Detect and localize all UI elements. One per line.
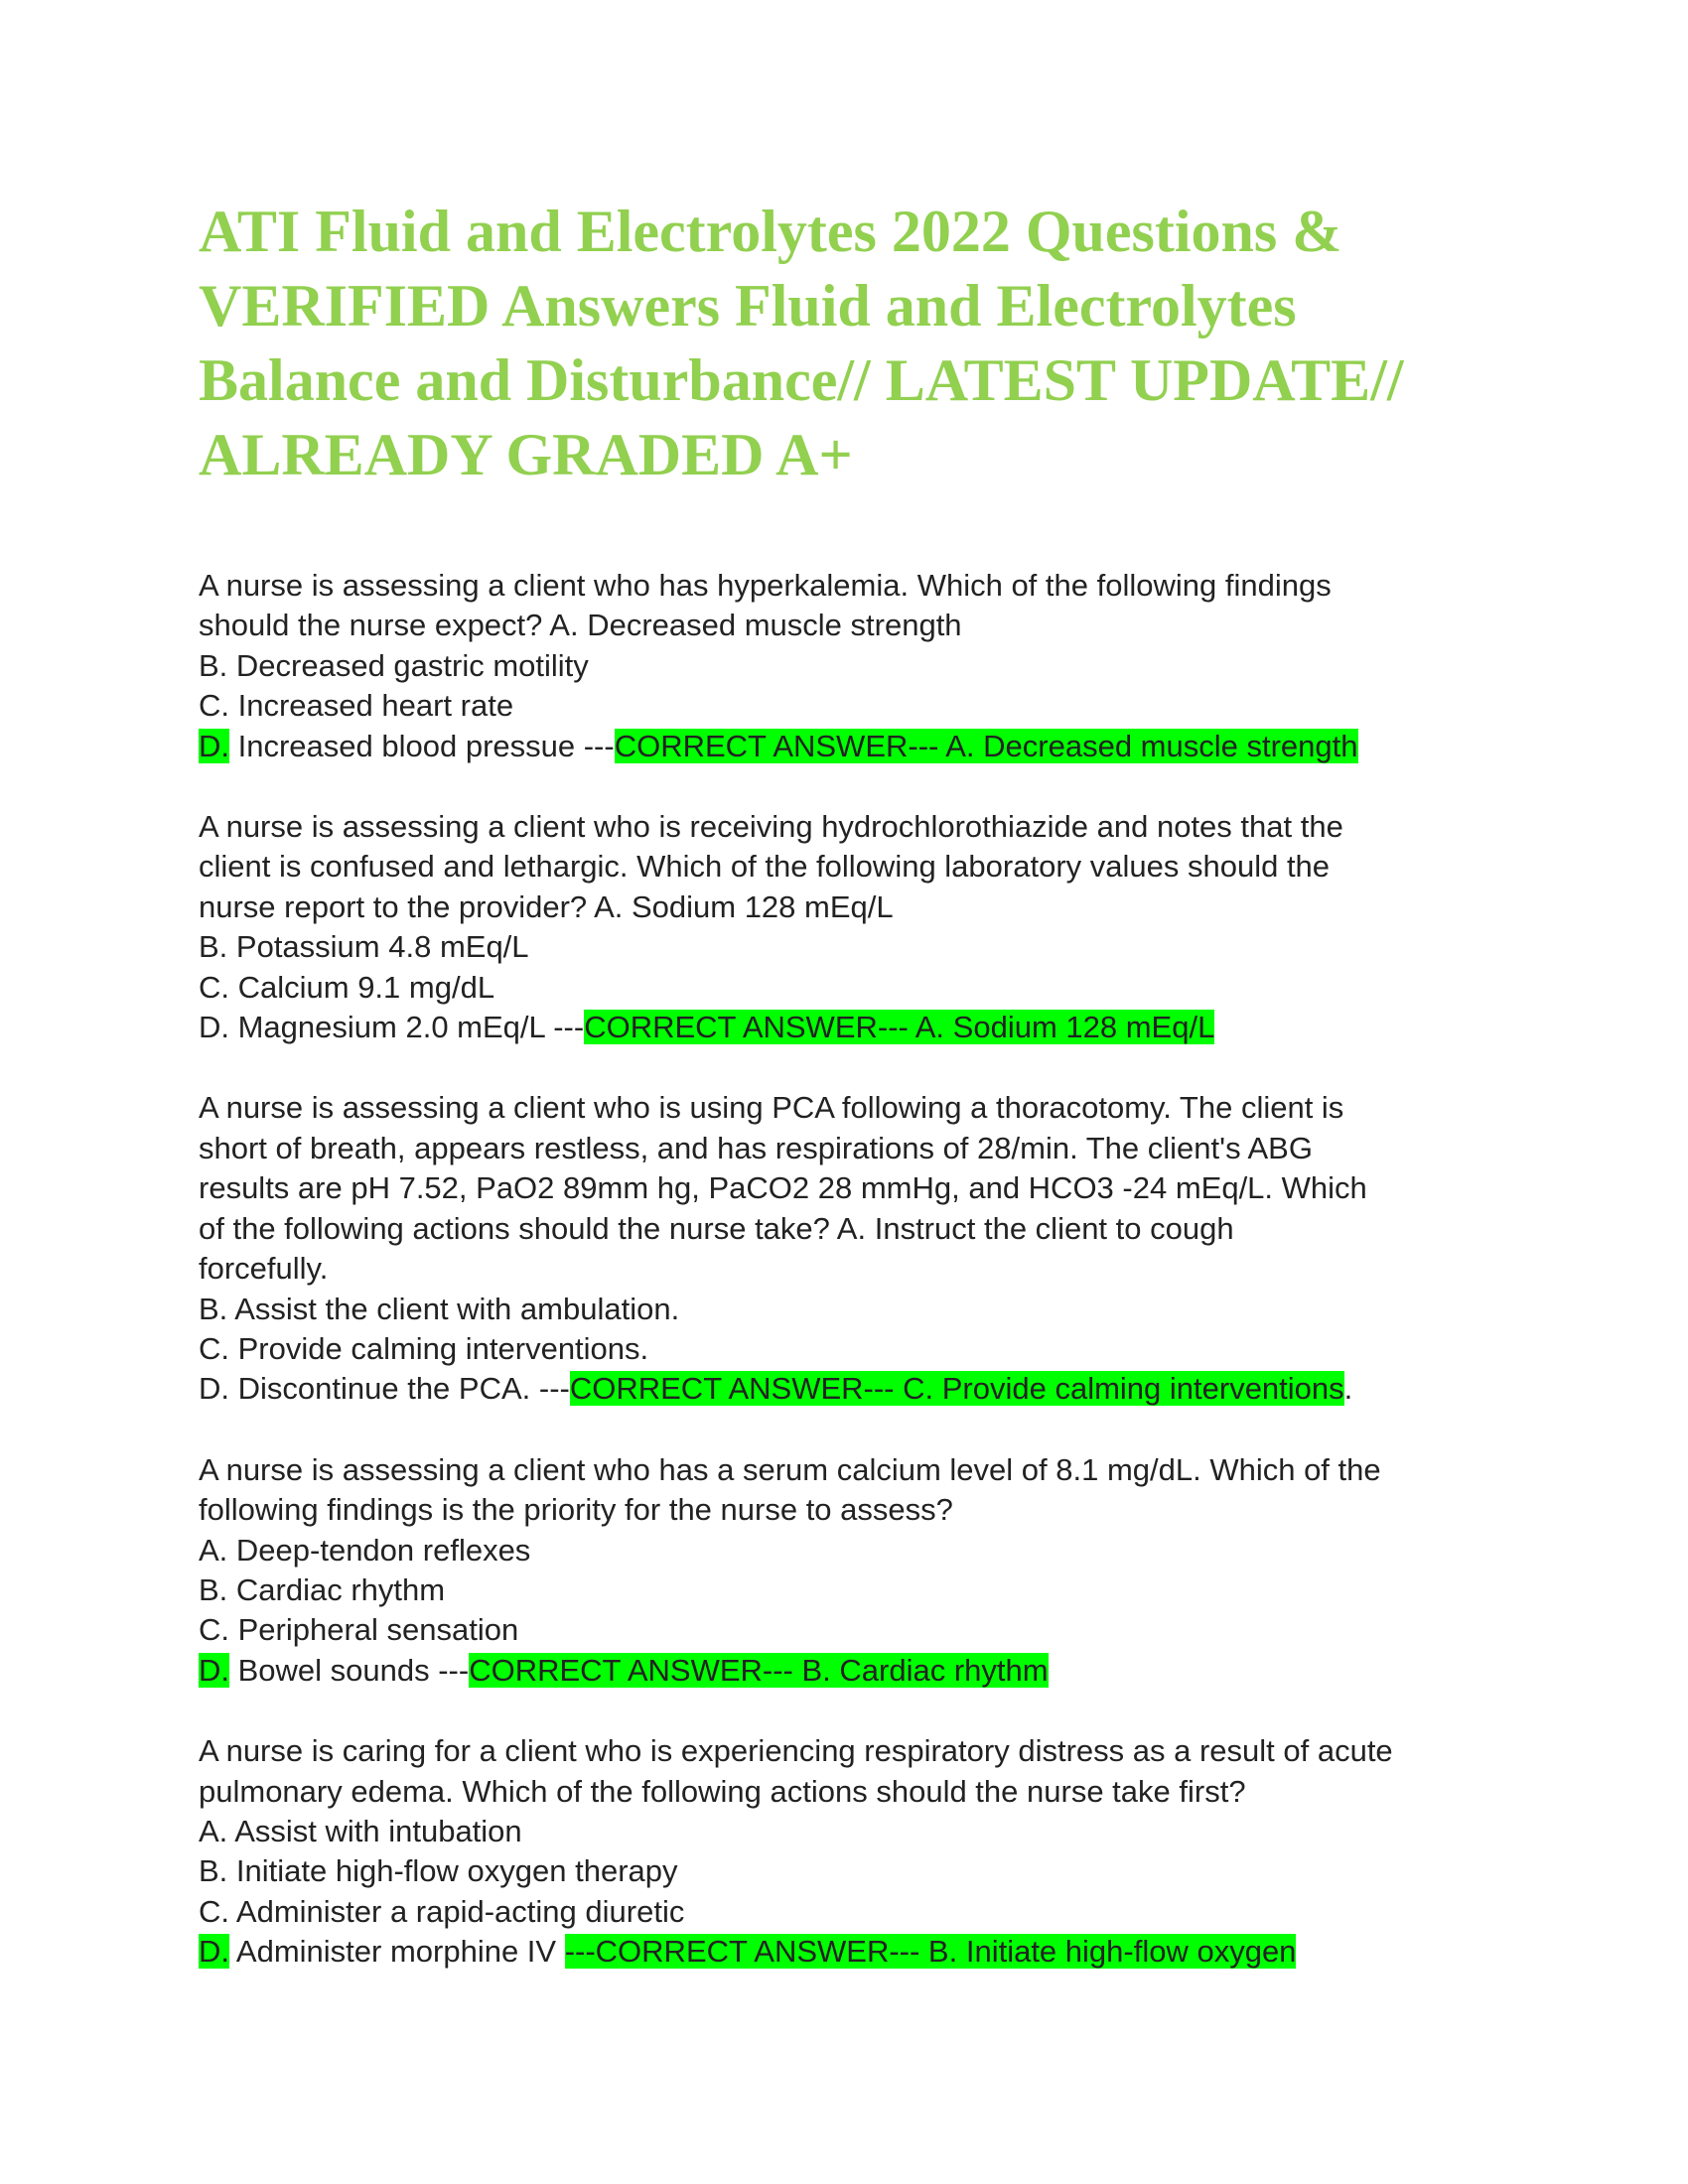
question-block-1: [199, 566, 1509, 766]
answer-option: A. Assist with intubation: [199, 1813, 522, 1848]
question-block-3: [199, 1088, 1509, 1409]
title-line: ALREADY GRADED A+: [199, 422, 853, 487]
correct-answer-highlight: CORRECT ANSWER--- B. Cardiac rhythm: [469, 1652, 1049, 1688]
question-block-2: [199, 807, 1509, 1047]
option-label-highlight: D.: [199, 1934, 229, 1970]
question-text: of the following actions should the nurse take? A. Instruct the client to cough: [199, 1210, 1234, 1246]
correct-answer-highlight: CORRECT ANSWER--- C. Provide calming interventions: [569, 1371, 1344, 1407]
correct-answer-highlight: ---CORRECT ANSWER--- B. Initiate high-flow oxygen: [564, 1934, 1297, 1970]
question-block-4: [199, 1450, 1509, 1691]
option-text: Administer morphine IV: [229, 1934, 565, 1970]
title-line: ATI Fluid and Electrolytes 2022 Questions &: [199, 199, 1342, 264]
document-page: [199, 195, 1509, 2013]
answer-option: C. Peripheral sensation: [199, 1612, 519, 1648]
option-text: Bowel sounds ---: [229, 1652, 470, 1688]
answer-option: C. Increased heart rate: [199, 688, 514, 724]
question-text: A nurse is assessing a client who has a serum calcium level of 8.1 mg/dL. Which of the: [199, 1451, 1381, 1487]
option-text: D. Discontinue the PCA. ---: [199, 1371, 570, 1407]
correct-answer-highlight: CORRECT ANSWER--- A. Decreased muscle strength: [614, 728, 1358, 763]
answer-option: B. Cardiac rhythm: [199, 1571, 446, 1607]
answer-option-with-key: [199, 1008, 1509, 1047]
answer-option-with-key: [199, 1651, 1509, 1691]
answer-option-with-key: [199, 727, 1509, 766]
answer-option: C. Administer a rapid-acting diuretic: [199, 1893, 685, 1929]
answer-option-with-key: [199, 1369, 1509, 1409]
question-text: forcefully.: [199, 1251, 329, 1287]
document-title: [199, 195, 1509, 492]
answer-option: B. Decreased gastric motility: [199, 647, 589, 683]
question-text: results are pH 7.52, PaO2 89mm hg, PaCO2 28 mmHg, and HCO3 -24 mEq/L. Which: [199, 1170, 1367, 1206]
question-text: A nurse is assessing a client who has hyperkalemia. Which of the following findings: [199, 568, 1332, 603]
question-text: A nurse is assessing a client who is receiving hydrochlorothiazide and notes that the: [199, 809, 1343, 845]
question-text: pulmonary edema. Which of the following actions should the nurse take first?: [199, 1773, 1246, 1809]
answer-option: C. Calcium 9.1 mg/dL: [199, 969, 495, 1005]
question-text: short of breath, appears restless, and has respirations of 28/min. The client's ABG: [199, 1130, 1313, 1165]
question-text: A nurse is caring for a client who is experiencing respiratory distress as a result of acute: [199, 1733, 1393, 1769]
title-line: Balance and Disturbance// LATEST UPDATE//: [199, 347, 1404, 413]
question-text: nurse report to the provider? A. Sodium 128 mEq/L: [199, 888, 894, 924]
answer-option-with-key: [199, 1932, 1509, 1972]
answer-option: B. Initiate high-flow oxygen therapy: [199, 1853, 678, 1889]
answer-option: B. Assist the client with ambulation.: [199, 1291, 680, 1326]
option-text: D. Magnesium 2.0 mEq/L ---: [199, 1010, 585, 1045]
option-label-highlight: D.: [199, 1652, 229, 1688]
question-text: should the nurse expect? A. Decreased muscle strength: [199, 608, 962, 643]
question-block-5: [199, 1731, 1509, 1972]
question-text: following findings is the priority for the nurse to assess?: [199, 1492, 953, 1528]
answer-option: B. Potassium 4.8 mEq/L: [199, 929, 529, 965]
correct-answer-highlight: CORRECT ANSWER--- A. Sodium 128 mEq/L: [584, 1010, 1215, 1045]
answer-trailing: .: [1343, 1371, 1353, 1407]
answer-option: A. Deep-tendon reflexes: [199, 1532, 531, 1568]
question-text: client is confused and lethargic. Which of the following laboratory values should the: [199, 849, 1331, 885]
title-line: VERIFIED Answers Fluid and Electrolytes: [199, 273, 1297, 339]
question-text: A nurse is assessing a client who is using PCA following a thoracotomy. The client is: [199, 1090, 1344, 1126]
option-label-highlight: D.: [199, 728, 229, 763]
option-text: Increased blood pressue ---: [229, 728, 615, 763]
answer-option: C. Provide calming interventions.: [199, 1330, 649, 1366]
